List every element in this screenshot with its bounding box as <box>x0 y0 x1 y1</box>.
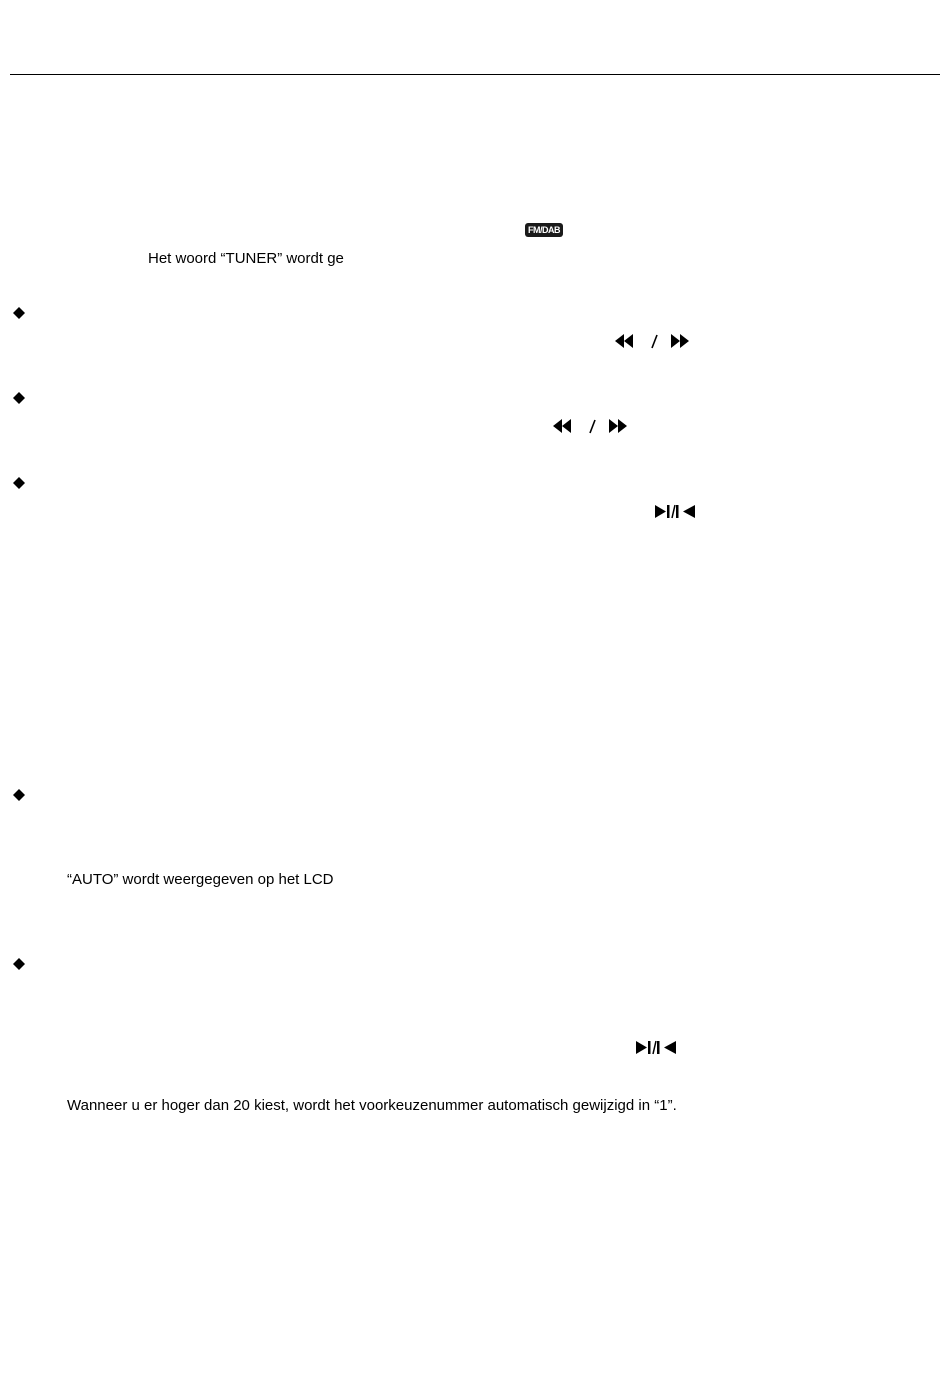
preset-text: Wanneer u er hoger dan 20 kiest, wordt het voorkeuzenummer automatisch gewijzigd in “1”. <box>67 1097 677 1114</box>
play-pause-icon <box>636 1040 678 1055</box>
play-pause-icon <box>655 504 697 519</box>
diamond-bullet-icon <box>13 477 25 489</box>
diamond-bullet-icon <box>13 789 25 801</box>
auto-text: “AUTO” wordt weergegeven op het LCD <box>67 871 334 888</box>
tuner-text: Het woord “TUNER” wordt ge <box>148 250 344 267</box>
diamond-bullet-icon <box>13 307 25 319</box>
diamond-bullet-icon <box>13 958 25 970</box>
header-rule <box>10 74 940 75</box>
fm-dab-button-icon: FM/DAB <box>525 223 563 237</box>
rewind-forward-icon <box>615 333 693 349</box>
rewind-forward-icon <box>553 418 631 434</box>
diamond-bullet-icon <box>13 392 25 404</box>
